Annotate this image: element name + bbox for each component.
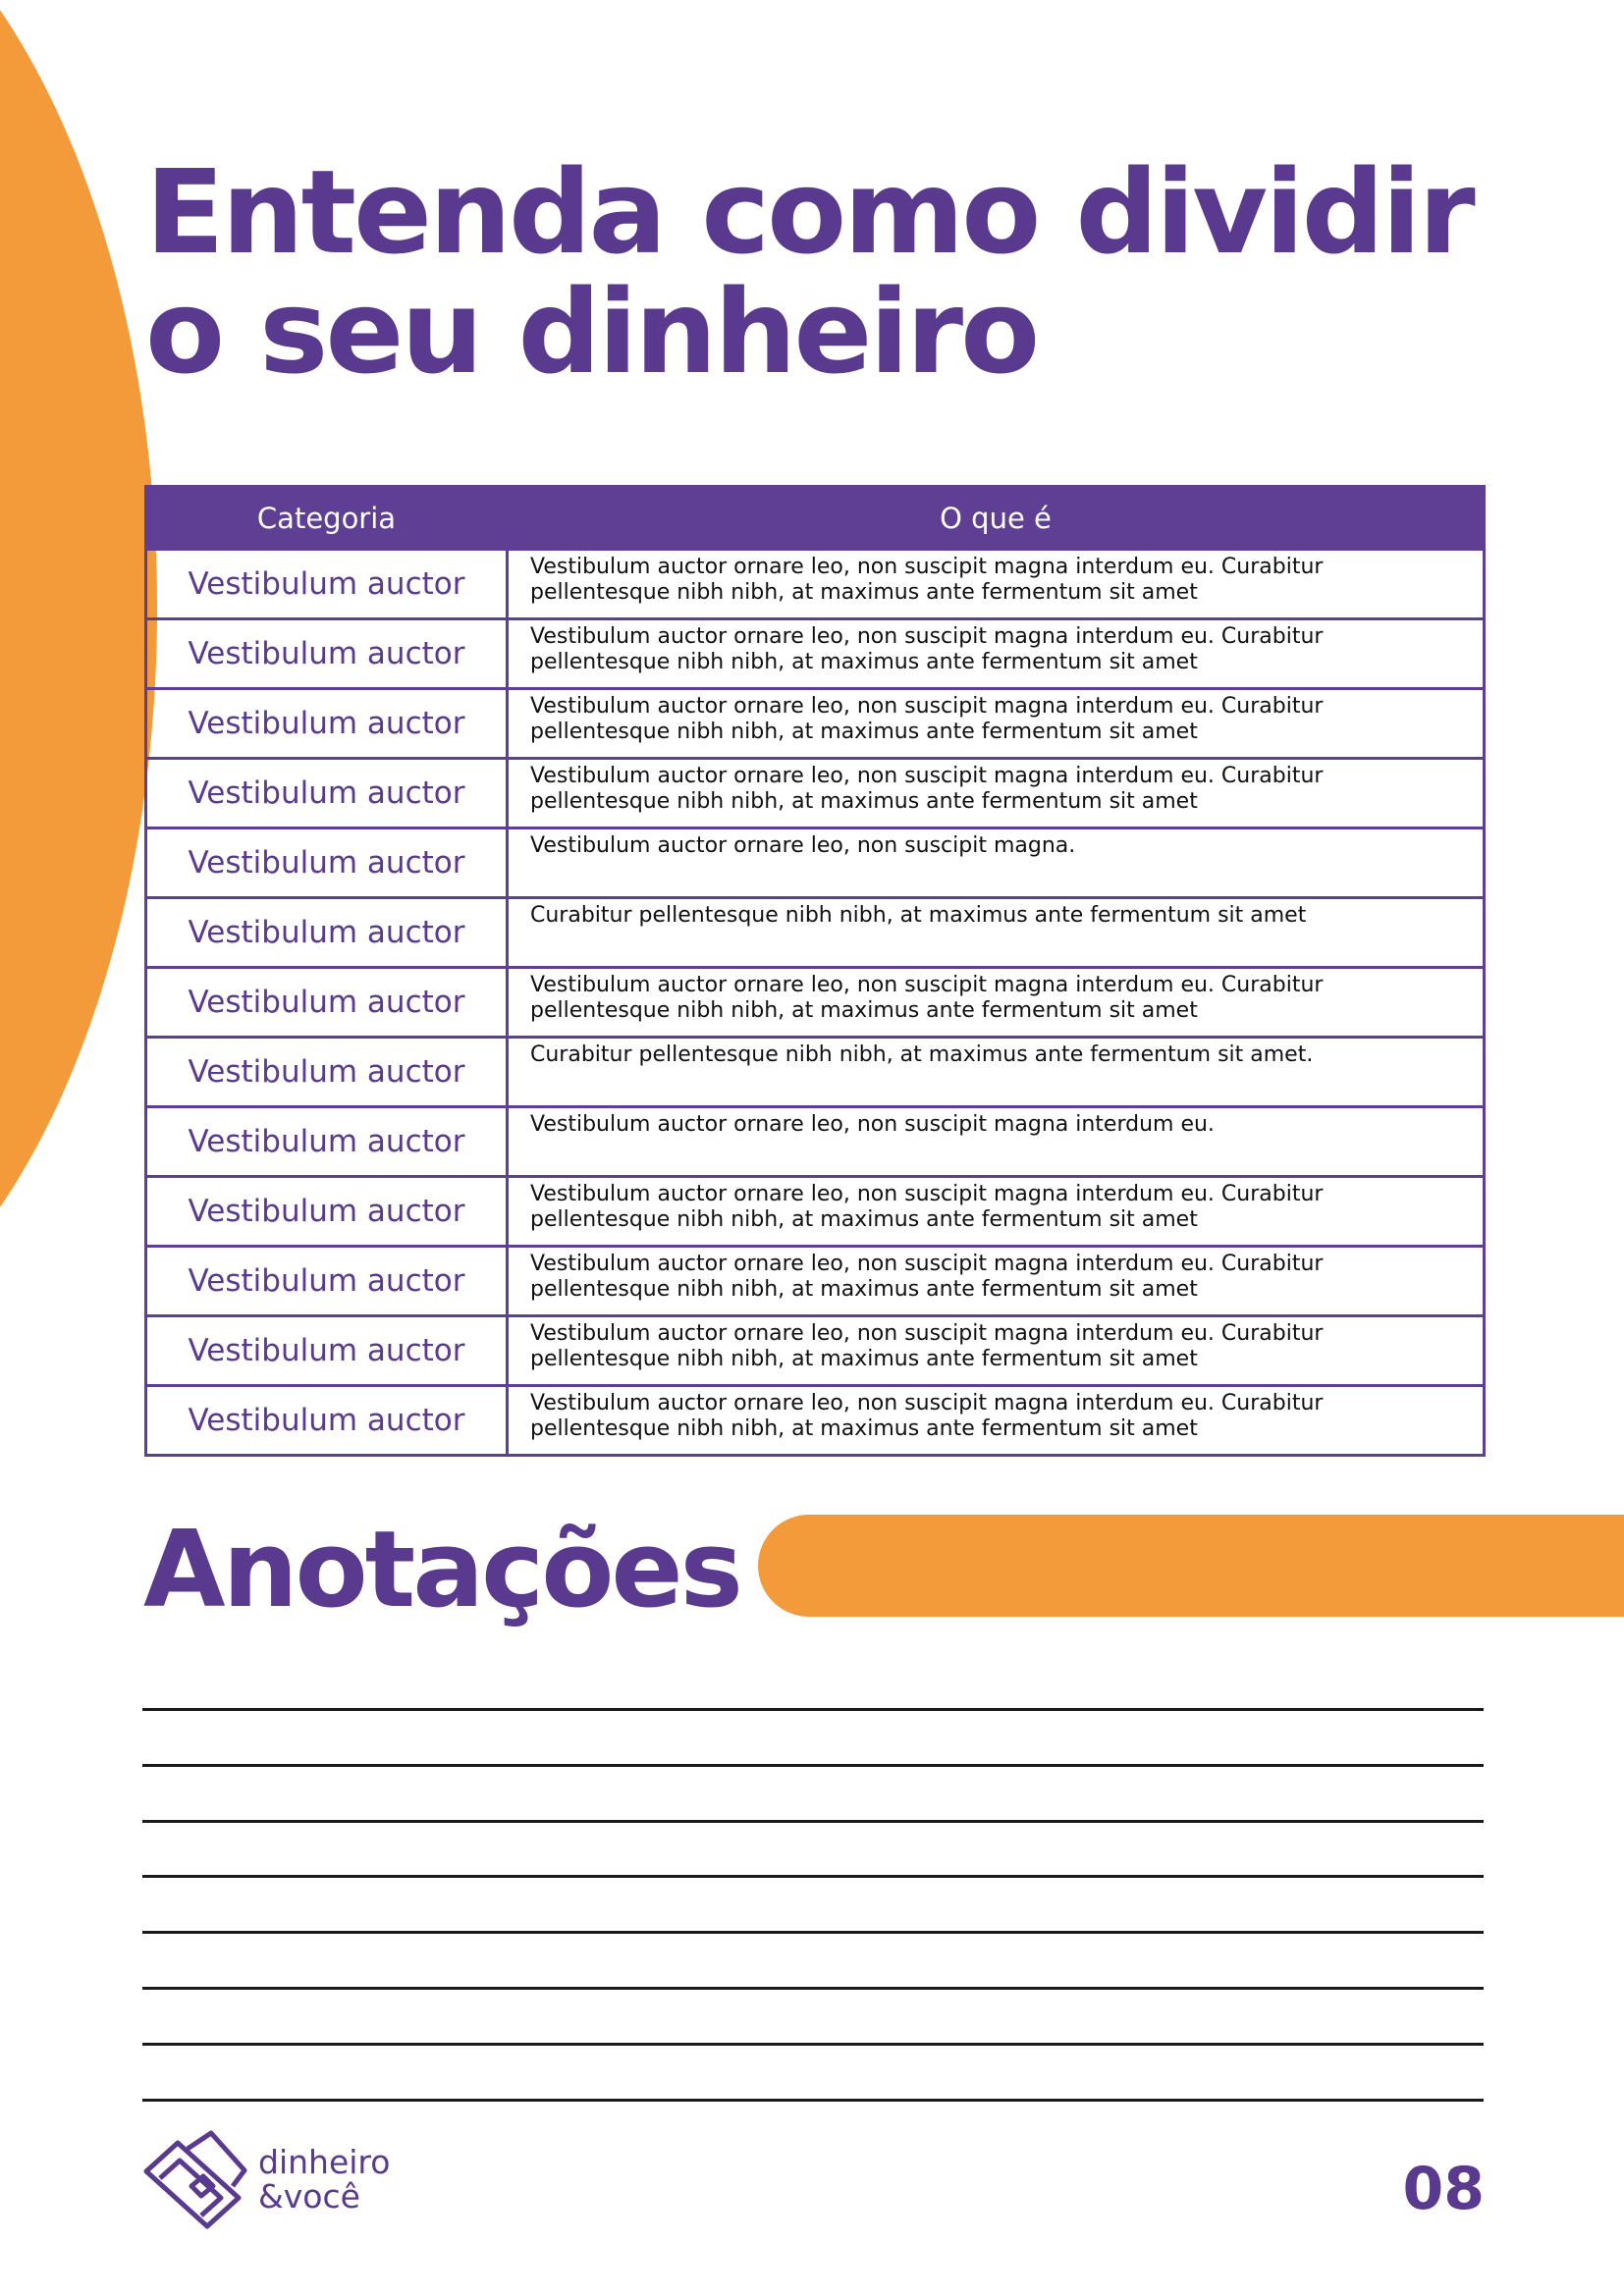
notes-orange-bar [758,1515,1624,1617]
description-cell: Vestibulum auctor ornare leo, non suscipit magna interdum eu. Curabitur pellentesque nibh nibh, at maximus ante fermentum sit amet [508,619,1485,689]
table-row [146,828,1485,898]
table-row [146,759,1485,828]
category-cell: Vestibulum auctor [146,1177,508,1247]
description-cell: Vestibulum auctor ornare leo, non suscipit magna interdum eu. [508,1107,1485,1177]
category-cell: Vestibulum auctor [146,1107,508,1177]
note-line [142,1708,1484,1711]
table-row [146,619,1485,689]
description-cell: Vestibulum auctor ornare leo, non suscipit magna interdum eu. Curabitur pellentesque nibh nibh, at maximus ante fermentum sit amet [508,968,1485,1038]
table-header-row [146,487,1485,550]
decorative-orange-shape [0,0,157,1374]
description-cell: Vestibulum auctor ornare leo, non suscipit magna interdum eu. Curabitur pellentesque nibh nibh, at maximus ante fermentum sit amet [508,1316,1485,1386]
category-cell: Vestibulum auctor [146,689,508,759]
page-title [145,144,1520,400]
table-row [146,1107,1485,1177]
column-header-description: O que é [508,487,1485,550]
logo-wordmark [258,2145,390,2214]
description-cell: Vestibulum auctor ornare leo, non suscipit magna. [508,828,1485,898]
note-line [142,1820,1484,1823]
category-cell: Vestibulum auctor [146,1316,508,1386]
note-line [142,1987,1484,1990]
table-row [146,1247,1485,1316]
description-cell: Vestibulum auctor ornare leo, non suscipit magna interdum eu. Curabitur pellentesque nibh nibh, at maximus ante fermentum sit amet [508,689,1485,759]
table-row [146,968,1485,1038]
table-row [146,1316,1485,1386]
category-cell: Vestibulum auctor [146,619,508,689]
table-row [146,1038,1485,1107]
column-header-category: Categoria [146,487,508,550]
description-cell: Vestibulum auctor ornare leo, non suscipit magna interdum eu. Curabitur pellentesque nibh nibh, at maximus ante fermentum sit amet [508,1247,1485,1316]
category-cell: Vestibulum auctor [146,1038,508,1107]
table-row [146,550,1485,619]
description-cell: Vestibulum auctor ornare leo, non suscipit magna interdum eu. Curabitur pellentesque nibh nibh, at maximus ante fermentum sit amet [508,1177,1485,1247]
page-title-line-2: o seu dinheiro [145,264,1038,400]
page-number: 08 [1402,2155,1485,2223]
description-cell: Vestibulum auctor ornare leo, non suscipit magna interdum eu. Curabitur pellentesque nibh nibh, at maximus ante fermentum sit amet [508,759,1485,828]
note-line [142,2043,1484,2046]
table-row [146,1386,1485,1456]
category-cell: Vestibulum auctor [146,1386,508,1456]
logo-line-1: dinheiro [258,2143,391,2181]
category-cell: Vestibulum auctor [146,898,508,968]
logo-line-2: &você [258,2177,360,2216]
note-line [142,1931,1484,1934]
brand-logo [142,2127,417,2235]
description-cell: Vestibulum auctor ornare leo, non suscipit magna interdum eu. Curabitur pellentesque nibh nibh, at maximus ante fermentum sit amet [508,550,1485,619]
note-line [142,2099,1484,2102]
description-cell: Curabitur pellentesque nibh nibh, at maximus ante fermentum sit amet. [508,1038,1485,1107]
notes-title: Anotações [143,1509,740,1631]
category-cell: Vestibulum auctor [146,1247,508,1316]
description-cell: Vestibulum auctor ornare leo, non suscipit magna interdum eu. Curabitur pellentesque nibh nibh, at maximus ante fermentum sit amet [508,1386,1485,1456]
description-cell: Curabitur pellentesque nibh nibh, at maximus ante fermentum sit amet [508,898,1485,968]
table-row [146,898,1485,968]
note-line [142,1764,1484,1767]
table-row [146,689,1485,759]
wallet-card-icon [142,2127,255,2235]
category-cell: Vestibulum auctor [146,828,508,898]
page-title-line-1: Entenda como dividir [145,144,1473,280]
category-cell: Vestibulum auctor [146,759,508,828]
category-cell: Vestibulum auctor [146,550,508,619]
category-cell: Vestibulum auctor [146,968,508,1038]
category-table [144,485,1486,1457]
table-row [146,1177,1485,1247]
note-line [142,1875,1484,1878]
